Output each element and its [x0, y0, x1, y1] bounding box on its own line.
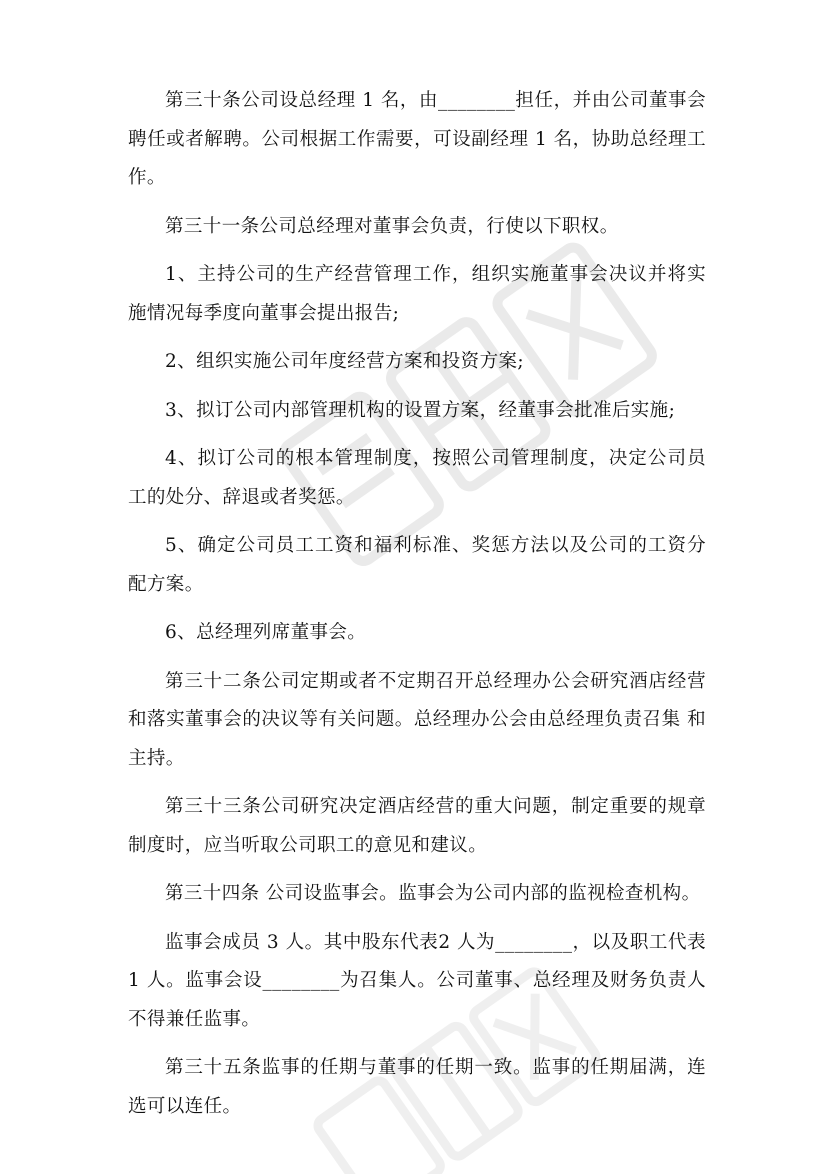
- paragraph-article-34: 第三十四条 公司设监事会。监事会为公司内部的监视检查机构。: [165, 883, 701, 904]
- paragraph-item-3: 3、拟订公司内部管理机构的设置方案，经董事会批准后实施;: [165, 399, 676, 421]
- paragraph-article-30: 第三十条公司设总经理 1 名，由________担任，并由公司董事会聘任或者解聘。公司根据工作需要，可设副经理 1 名，协助总经理工 作。: [128, 90, 713, 188]
- paragraph-item-2: 2、组织实施公司年度经营方案和投资方案;: [165, 351, 525, 372]
- paragraph-supervisors: 监事会成员 3 人。其中股东代表2 人为________，以及职工代表 1 人。监事会设________为召集人。公司董事、总经理及财务负责人不得兼任监事。: [128, 931, 713, 1030]
- paragraph-item-5: 5、确定公司员工工资和福利标准、奖惩方法以及公司的工资分配方案。: [128, 535, 706, 595]
- paragraph-item-6: 6、总经理列席董事会。: [165, 622, 367, 643]
- paragraph-article-33: 第三十三条公司研究决定酒店经营的重大问题，制定重要的规章制度时，应当听取公司职工的意见和建议。: [128, 796, 706, 856]
- paragraph-item-4: 4、拟订公司的根本管理制度，按照公司管理制度，决定公司员工的处分、辞退或者奖惩。: [128, 448, 706, 508]
- document-body: [128, 82, 713, 1136]
- paragraph-item-1: 1、主持公司的生产经营管理工作，组织实施董事会决议并将实施情况每季度向董事会提出报告;: [128, 264, 706, 324]
- paragraph-article-32: 第三十二条公司定期或者不定期召开总经理办公会研究酒店经营 和落实董事会的决议等有关问题。总经理办公会由总经理负责召集 和主持。: [128, 670, 713, 769]
- paragraph-article-35: 第三十五条监事的任期与董事的任期一致。监事的任期届满，连选可以连任。: [128, 1057, 706, 1117]
- paragraph-article-31: 第三十一条公司总经理对董事会负责，行使以下职权。: [165, 215, 619, 237]
